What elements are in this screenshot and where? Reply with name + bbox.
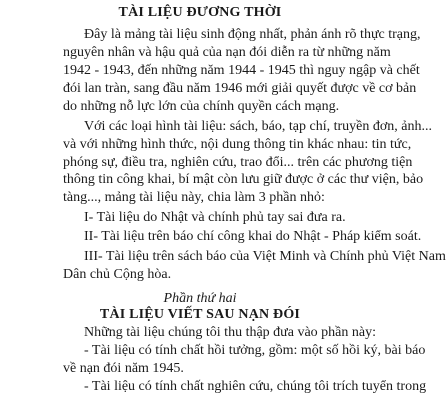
section-title-after-famine: TÀI LIỆU VIẾT SAU NẠN ĐÓI [99, 306, 301, 322]
paragraph-line: nguyên nhân và hậu quả của nạn đói diễn ra từ những năm [63, 44, 391, 60]
paragraph-line: 1942 - 1943, đến những năm 1944 - 1945 thì nguy ngập và chết [63, 62, 420, 78]
list-item: III- Tài liệu trên sách báo của Việt Minh và Chính phủ Việt Nam [84, 248, 446, 264]
paragraph-line: phóng sự, điều tra, nghiên cứu, trao đổi... trên các phương tiện [63, 154, 413, 170]
paragraph-line: - Tài liệu có tính chất nghiên cứu, chúng tôi trích tuyển trong [84, 379, 427, 394]
list-item: II- Tài liệu trên báo chí công khai do Nhật - Pháp kiểm soát. [84, 229, 422, 245]
paragraph-line: do những nỗ lực lớn của chính quyền cách mạng. [63, 98, 340, 114]
paragraph-line: và với những hình thức, nội dung thông tin khác nhau: tin tức, [63, 136, 412, 152]
list-item: I- Tài liệu do Nhật và chính phủ tay sai đưa ra. [84, 209, 346, 225]
paragraph-line: Đây là mảng tài liệu sinh động nhất, phản ánh rõ thực trạng, [84, 27, 421, 43]
part-label: Phần thứ hai [163, 290, 237, 306]
paragraph-line: tàng..., mảng tài liệu này, chia làm 3 phần nhỏ: [63, 190, 325, 206]
paragraph-line: về nạn đói năm 1945. [63, 361, 184, 377]
section-title-contemporary: TÀI LIỆU ĐƯƠNG THỜI [118, 5, 282, 21]
paragraph-line: thông tin công khai, bí mật còn lưu giữ được ở các thư viện, bảo [63, 172, 424, 188]
paragraph-line: đói lan tràn, sang đầu năm 1946 mới giải quyết được về cơ bản [63, 80, 417, 96]
paragraph-line: Với các loại hình tài liệu: sách, báo, tạp chí, truyền đơn, ảnh... [84, 118, 432, 134]
paragraph-line: Những tài liệu chúng tôi thu thập đưa vào phần này: [84, 325, 377, 341]
paragraph-line: - Tài liệu có tính chất hồi tưởng, gồm: một số hồi ký, bài báo [84, 343, 426, 359]
list-item-continuation: Dân chủ Cộng hòa. [63, 266, 172, 282]
